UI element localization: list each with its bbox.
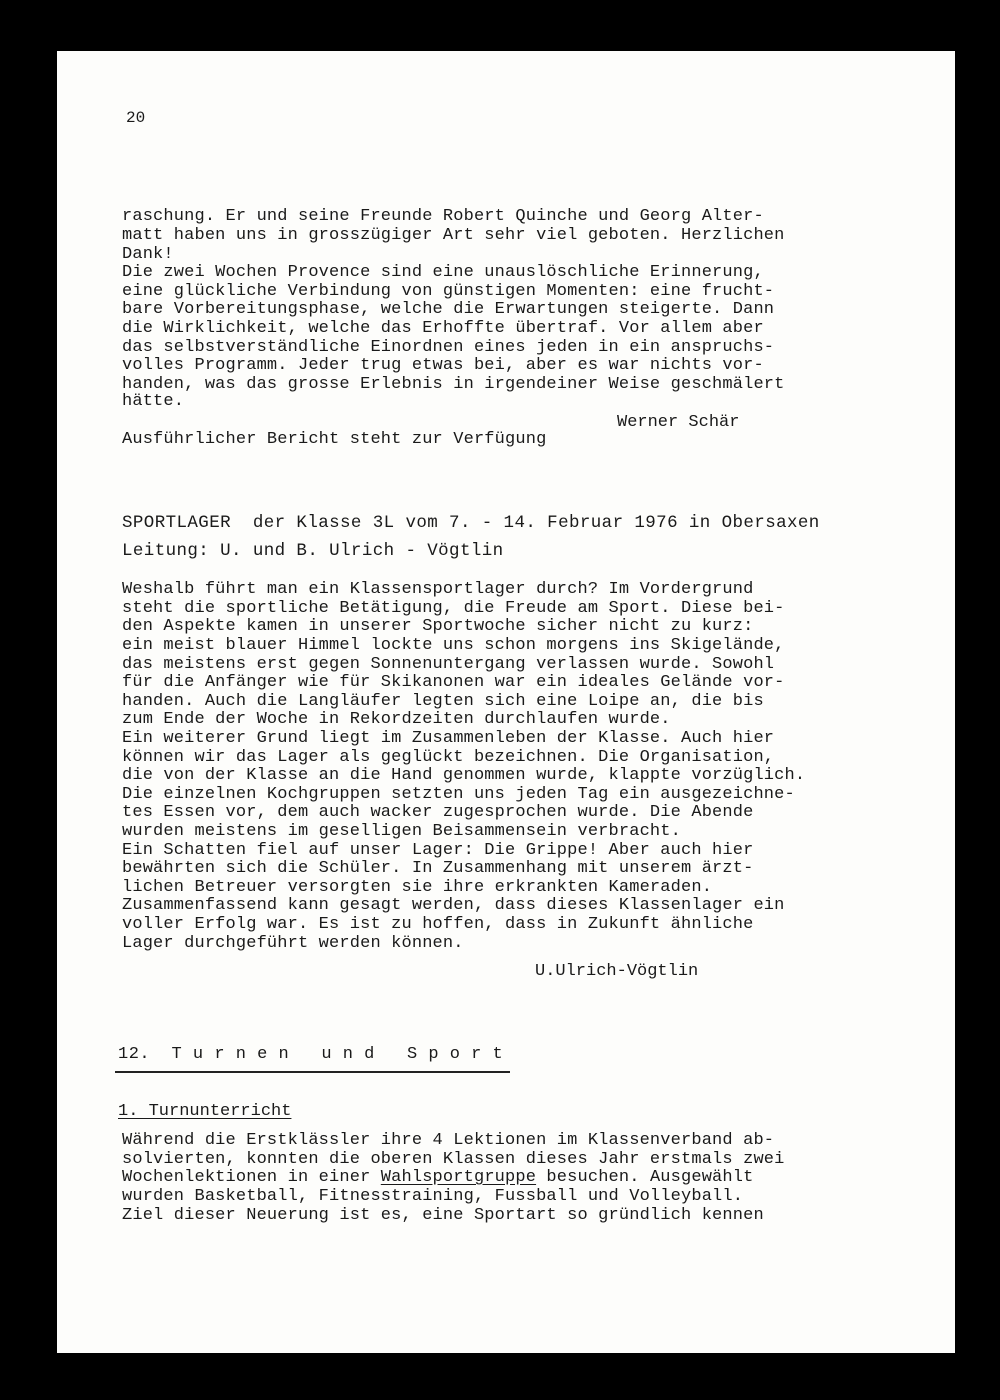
text-line: raschung. Er und seine Freunde Robert Quinche und Georg Alter-: [122, 207, 764, 226]
text-line: tes Essen vor, dem auch wacker zugesprochen wurde. Die Abende: [122, 803, 754, 822]
text-line: Zusammenfassend kann gesagt werden, dass dieses Klassenlager ein: [122, 896, 785, 915]
page-number: 20: [126, 109, 146, 127]
text-line: ein meist blauer Himmel lockte uns schon morgens ins Skigelände,: [122, 636, 785, 655]
signature-werner-schaer: Werner Schär: [617, 413, 740, 432]
text-line: wurden Basketball, Fitnesstraining, Fussball und Volleyball.: [122, 1187, 744, 1206]
text-line: eine glückliche Verbindung von günstigen Momenten: eine frucht-: [122, 282, 775, 301]
text-line: Lager durchgeführt werden können.: [122, 934, 464, 953]
text-line: die von der Klasse an die Hand genommen wurde, klappte vorzüglich.: [122, 766, 806, 785]
sportlager-leitung: Leitung: U. und B. Ulrich - Vögtlin: [122, 541, 504, 561]
text-fragment: besuchen. Ausgewählt: [536, 1168, 754, 1187]
text-line: matt haben uns in grosszügiger Art sehr viel geboten. Herzlichen: [122, 226, 785, 245]
text-line: die Wirklichkeit, welche das Erhoffte übertraf. Vor allem aber: [122, 319, 764, 338]
text-line: das selbstverständliche Einordnen eines jeden in ein anspruchs-: [122, 338, 775, 357]
report-note: Ausführlicher Bericht steht zur Verfügung: [122, 430, 547, 449]
text-line: Die zwei Wochen Provence sind eine unauslöschliche Erinnerung,: [122, 263, 764, 282]
text-line: Dank!: [122, 245, 174, 264]
text-line: bewährten sich die Schüler. In Zusammenhang mit unserem ärzt-: [122, 859, 754, 878]
text-line: lichen Betreuer versorgten sie ihre erkrankten Kameraden.: [122, 878, 713, 897]
text-line: zum Ende der Woche in Rekordzeiten durchlaufen wurde.: [122, 710, 671, 729]
text-line: Weshalb führt man ein Klassensportlager durch? Im Vordergrund: [122, 580, 754, 599]
text-line: handen, was das grosse Erlebnis in irgendeiner Weise geschmälert: [122, 375, 785, 394]
document-page: [57, 51, 955, 1353]
text-line: volles Programm. Jeder trug etwas bei, aber es war nichts vor-: [122, 356, 764, 375]
text-line: Während die Erstklässler ihre 4 Lektionen im Klassenverband ab-: [122, 1131, 775, 1150]
text-line: Ein weiterer Grund liegt im Zusammenleben der Klasse. Auch hier: [122, 729, 775, 748]
text-line: Die einzelnen Kochgruppen setzten uns jeden Tag ein ausgezeichne-: [122, 785, 795, 804]
text-line: Ziel dieser Neuerung ist es, eine Sportart so gründlich kennen: [122, 1206, 764, 1225]
text-line: das meistens erst gegen Sonnenuntergang verlassen wurde. Sowohl: [122, 655, 775, 674]
text-line: voller Erfolg war. Es ist zu hoffen, dass in Zukunft ähnliche: [122, 915, 754, 934]
underlined-term-wahlsportgruppe: Wahlsportgruppe: [380, 1168, 537, 1187]
text-fragment: Wochenlektionen in einer: [122, 1168, 381, 1187]
text-line: wurden meistens im geselligen Beisammensein verbracht.: [122, 822, 681, 841]
text-line: solvierten, konnten die oberen Klassen dieses Jahr erstmals zwei: [122, 1150, 785, 1169]
section-divider: [115, 1071, 510, 1073]
text-line: [122, 1169, 753, 1187]
text-line: bare Vorbereitungsphase, welche die Erwartungen steigerte. Dann: [122, 300, 775, 319]
subsection-title-turnunterricht: 1. Turnunterricht: [118, 1102, 292, 1121]
sportlager-heading: SPORTLAGER der Klasse 3L vom 7. - 14. Februar 1976 in Obersaxen: [122, 513, 820, 533]
text-line: Ein Schatten fiel auf unser Lager: Die Grippe! Aber auch hier: [122, 841, 754, 860]
text-line: hätte.: [122, 392, 185, 411]
text-line: steht die sportliche Betätigung, die Freude am Sport. Diese bei-: [122, 599, 785, 618]
text-line: den Aspekte kamen in unserer Sportwoche sicher nicht zu kurz:: [122, 617, 754, 636]
signature-ulrich-voegtlin: U.Ulrich-Vögtlin: [535, 962, 699, 981]
text-line: für die Anfänger wie für Skikanonen war ein ideales Gelände vor-: [122, 673, 785, 692]
text-line: können wir das Lager als geglückt bezeichnen. Die Organisation,: [122, 748, 775, 767]
text-line: handen. Auch die Langläufer legten sich eine Loipe an, die bis: [122, 692, 764, 711]
section-12-title: 12. T u r n e n u n d S p o r t: [118, 1045, 504, 1064]
